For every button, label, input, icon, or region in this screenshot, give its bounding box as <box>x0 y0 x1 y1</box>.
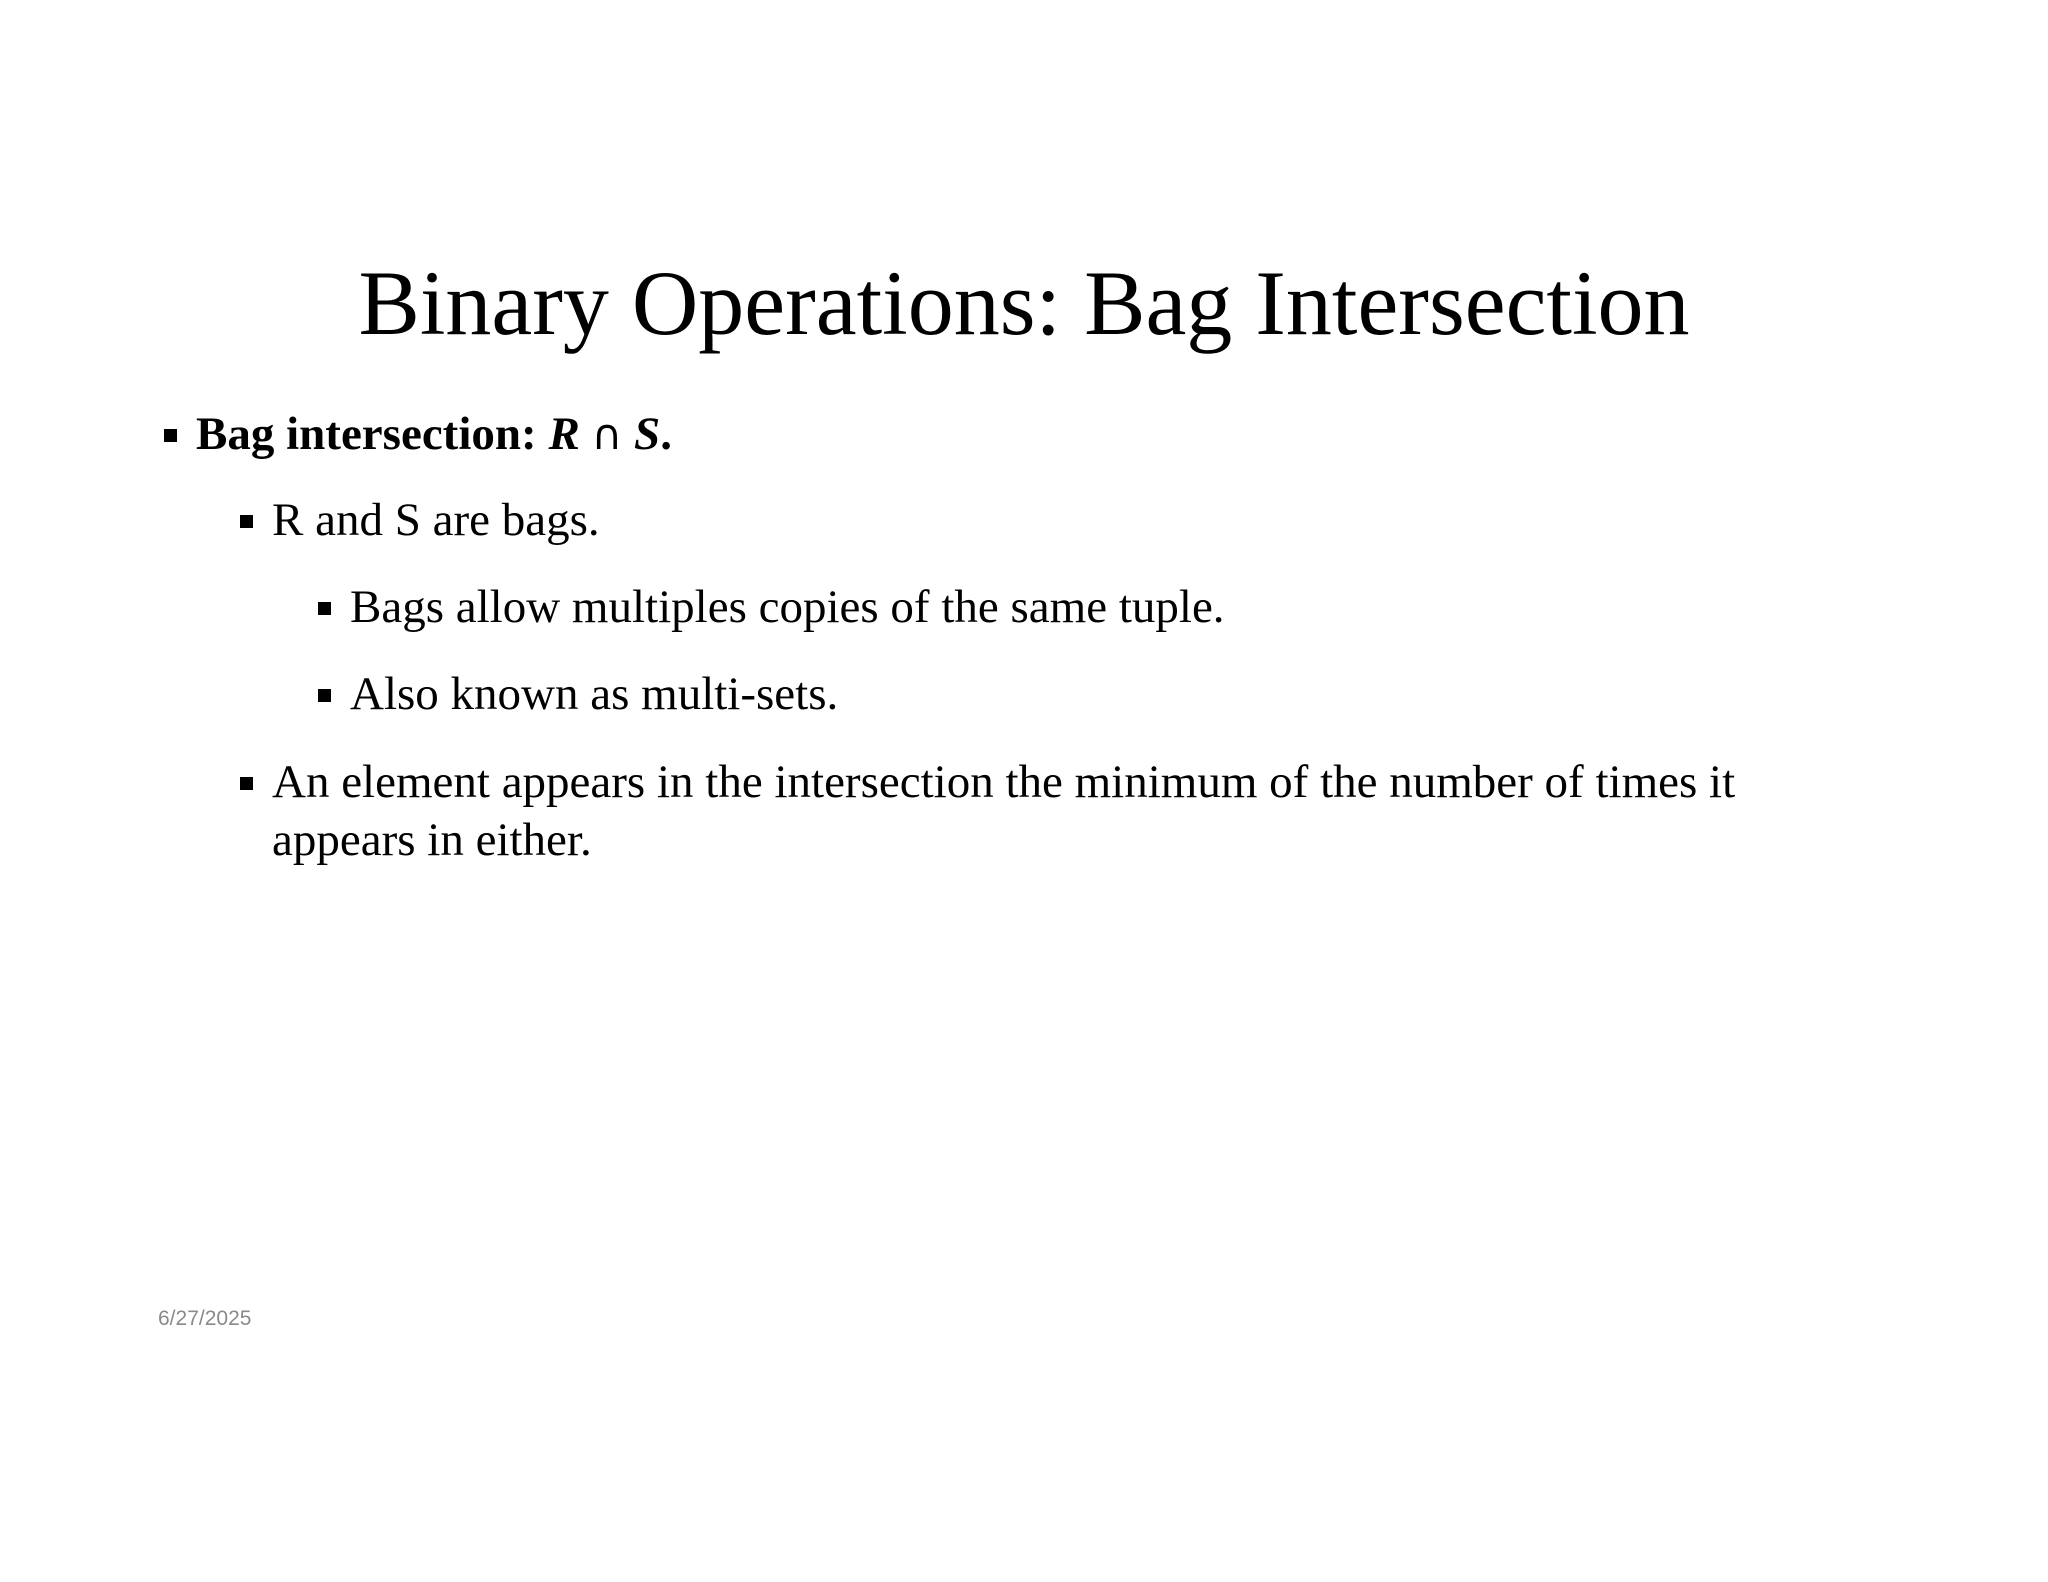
square-bullet-icon <box>240 515 253 528</box>
bullet-element-appears <box>272 753 1892 869</box>
bullet-bags-allow <box>350 578 1225 636</box>
bullet-multisets <box>350 665 838 723</box>
period: . <box>660 408 672 460</box>
square-bullet-icon <box>164 429 177 442</box>
intersection-symbol: ∩ <box>591 410 623 459</box>
bullet-r-and-s <box>272 491 600 549</box>
relation-r: R <box>548 408 580 460</box>
square-bullet-icon <box>318 689 331 702</box>
square-bullet-icon <box>318 602 331 615</box>
bullet-text: R and S are bags. <box>272 494 600 546</box>
bullet-text-line1: An element appears in the intersection the minimum of the number of times it <box>272 756 1736 808</box>
bullet-label: Bag intersection: <box>196 408 549 460</box>
bullet-text: Bags allow multiples copies of the same tuple. <box>350 581 1225 633</box>
footer-date: 6/27/2025 <box>158 1307 252 1330</box>
bullet-text-line2: appears in either. <box>272 814 592 866</box>
slide-title: Binary Operations: Bag Intersection <box>358 252 1690 354</box>
bullet-bag-intersection <box>196 405 672 464</box>
bullet-text: Also known as multi-sets. <box>350 668 839 720</box>
square-bullet-icon <box>240 777 253 790</box>
relation-s: S <box>634 408 661 460</box>
